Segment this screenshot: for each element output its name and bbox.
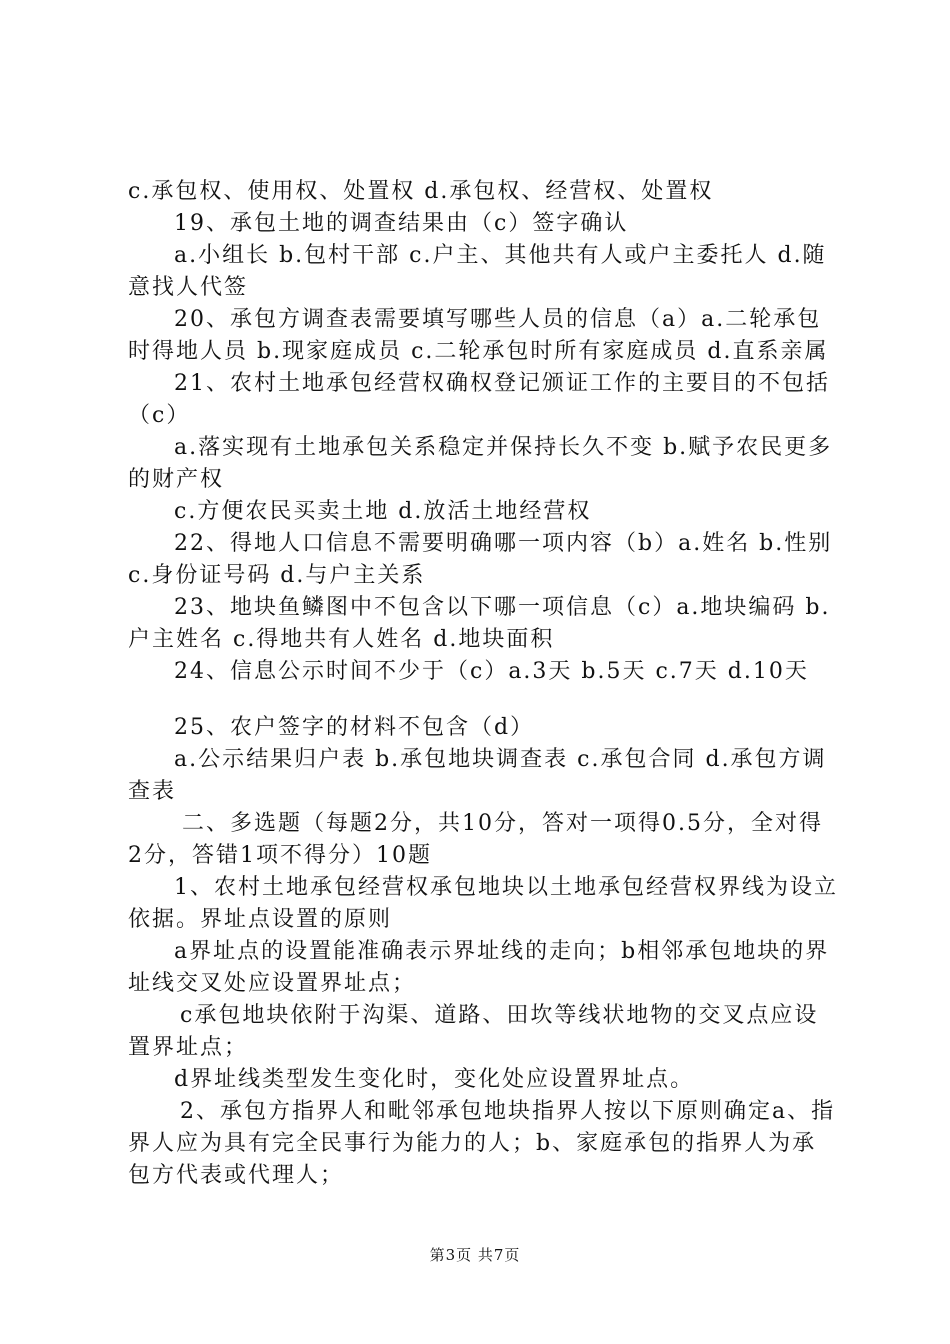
- document-body: [128, 176, 838, 1192]
- text-paragraph-l7: c.方便农民买卖土地 d.放活土地经营权: [174, 499, 592, 524]
- text-paragraph-l8: 22、得地人口信息不需要明确哪一项内容（b）a.姓名 b.性别 c.身份证号码 d.与户主关系: [128, 531, 833, 588]
- text-paragraph-l4: 20、承包方调查表需要填写哪些人员的信息（a）a.二轮承包时得地人员 b.现家庭成员 c.二轮承包时所有家庭成员 d.直系亲属: [128, 307, 829, 364]
- text-paragraph-l15: a界址点的设置能准确表示界址线的走向；b相邻承包地块的界址线交叉处应设置界址点；: [128, 939, 830, 996]
- text-paragraph-l2: 19、承包土地的调查结果由（c）签字确认: [174, 211, 629, 236]
- text-paragraph-l16: c承包地块依附于沟渠、道路、田坎等线状地物的交叉点应设置界址点；: [128, 1003, 819, 1060]
- text-paragraph-l13: 二、多选题（每题2分，共10分，答对一项得0.5分，全对得2分，答错1项不得分）10题: [128, 811, 823, 868]
- page-footer: 第3页 共7页: [429, 1246, 521, 1264]
- text-paragraph-l6: a.落实现有土地承包关系稳定并保持长久不变 b.赋予农民更多的财产权: [128, 435, 833, 492]
- text-paragraph-l10: 24、信息公示时间不少于（c）a.3天 b.5天 c.7天 d.10天: [174, 659, 809, 684]
- paragraph-gap: [128, 688, 838, 712]
- text-paragraph-l17: d界址线类型发生变化时，变化处应设置界址点。: [174, 1067, 695, 1092]
- text-paragraph-l9: 23、地块鱼鳞图中不包含以下哪一项信息（c）a.地块编码 b.户主姓名 c.得地共有人姓名 d.地块面积: [128, 595, 831, 652]
- text-paragraph-l1: c.承包权、使用权、处置权 d.承包权、经营权、处置权: [128, 179, 714, 204]
- text-paragraph-l14: 1、农村土地承包经营权承包地块以土地承包经营权界线为设立依据。界址点设置的原则: [128, 875, 838, 932]
- text-paragraph-l12: a.公示结果归户表 b.承包地块调查表 c.承包合同 d.承包方调查表: [128, 747, 827, 804]
- text-paragraph-l11: 25、农户签字的材料不包含（d）: [174, 715, 535, 740]
- text-paragraph-l5: 21、农村土地承包经营权确权登记颁证工作的主要目的不包括（c）: [128, 371, 830, 428]
- text-paragraph-l3: a.小组长 b.包村干部 c.户主、其他共有人或户主委托人 d.随意找人代签: [128, 243, 827, 300]
- text-paragraph-l18: 2、承包方指界人和毗邻承包地块指界人按以下原则确定a、指界人应为具有完全民事行为能力的人；b、家庭承包的指界人为承包方代表或代理人；: [128, 1099, 836, 1188]
